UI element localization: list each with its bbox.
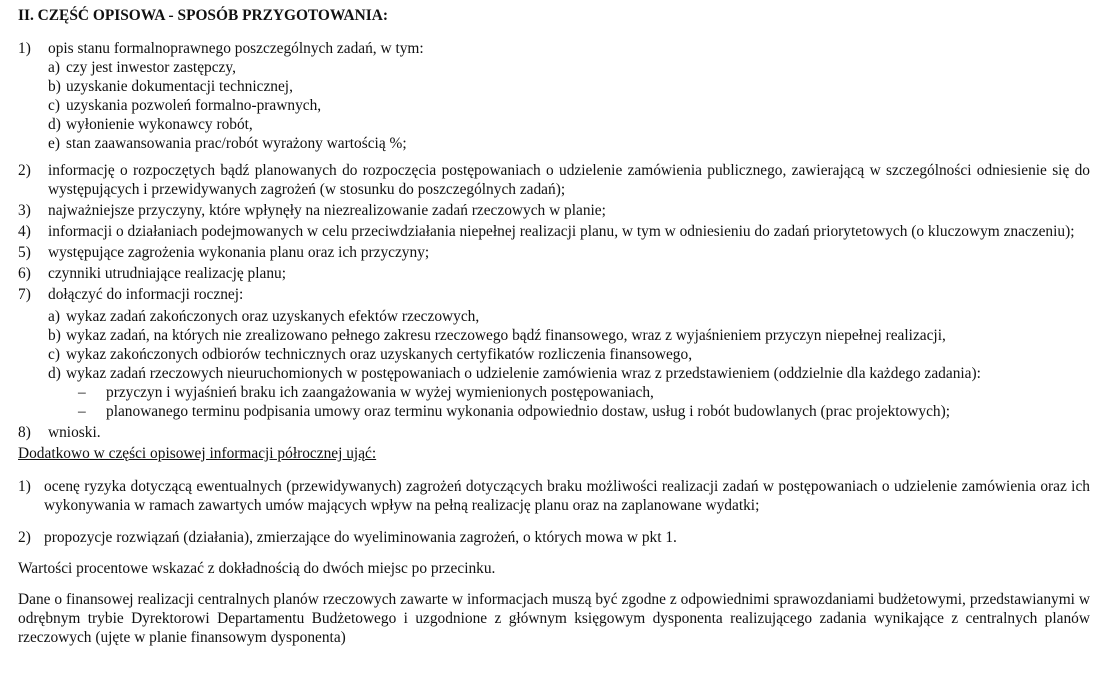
list-item <box>18 201 1090 220</box>
sub-item: c) uzyskania pozwoleń formalno-prawnych, <box>48 97 322 114</box>
item-number: 1) <box>18 478 31 495</box>
dash-item: – planowanego terminu podpisania umowy oraz terminu wykonania odpowiednio dostaw, usług i robót budowlanych (prac projektowych); <box>78 403 951 420</box>
item-number: 7) <box>18 286 31 303</box>
item-number: 8) <box>18 424 31 441</box>
sub-item: a) wykaz zadań zakończonych oraz uzyskanych efektów rzeczowych, <box>48 308 480 325</box>
item-number: 1) <box>18 40 31 57</box>
item-number: 4) <box>18 223 31 240</box>
item-text: dołączyć do informacji rocznej: <box>48 286 244 303</box>
sub-item: b) wykaz zadań, na których nie zrealizowano pełnego zakresu rzeczowego bądź finansowego, wraz z wyjaśnieniem przyczyn niepełnej realizacji, <box>48 327 946 344</box>
item-text: opis stanu formalnoprawnego poszczególnych zadań, w tym: <box>48 40 424 57</box>
section-title: II. CZĘŚĆ OPISOWA - SPOSÓB PRZYGOTOWANIA: <box>18 7 389 24</box>
sub-item: d) wykaz zadań rzeczowych nieuruchomionych w postępowaniach o udzielenie zamówienia wraz z przedstawieniem (oddzielnie dla każdego zadania): <box>48 365 981 382</box>
item-text: ocenę ryzyka dotyczącą ewentualnych (przewidywanych) zagrożeń dotyczących braku możliwości realizacji zadań w postępowaniach o udzielenie zamówienia oraz ich wykonywania w ramach zawartych umów mających wpływ na pełną realizację planu oraz na zaplanowane wydatki; <box>44 478 1090 514</box>
list-item <box>18 243 1090 262</box>
list-item <box>18 423 1090 442</box>
list-item <box>18 528 1090 547</box>
sub-item: d) wyłonienie wykonawcy robót, <box>48 116 253 133</box>
sub-item: b) uzyskanie dokumentacji technicznej, <box>48 78 293 95</box>
item-number: 3) <box>18 202 31 219</box>
additional-heading: Dodatkowo w części opisowej informacji półrocznej ująć: <box>18 445 377 462</box>
list-item <box>18 161 1090 199</box>
item-text: propozycje rozwiązań (działania), zmierzające do wyeliminowania zagrożeń, o których mowa w pkt 1. <box>44 529 677 546</box>
item-text: wnioski. <box>48 424 101 441</box>
sub-item: c) wykaz zakończonych odbiorów technicznych oraz uzyskanych certyfikatów rozliczenia finansowego, <box>48 346 693 363</box>
sub-item: e) stan zaawansowania prac/robót wyrażony wartością %; <box>48 135 407 152</box>
item-text: najważniejsze przyczyny, które wpłynęły na niezrealizowanie zadań rzeczowych w planie; <box>48 202 606 219</box>
item-number: 5) <box>18 244 31 261</box>
dash-item: – przyczyn i wyjaśnień braku ich zaangażowania w wyżej wymienionych postępowaniach, <box>78 384 654 401</box>
item-text: informację o rozpoczętych bądź planowanych do rozpoczęcia postępowaniach o udzielenie zamówienia publicznego, zawierającą w szczególności odniesienie się do występujących i przewidywanych zagrożeń (w stosunku do poszczególnych zadań); <box>48 162 1090 198</box>
item-text: czynniki utrudniające realizację planu; <box>48 265 287 282</box>
item-text: występujące zagrożenia wykonania planu oraz ich przyczyny; <box>48 244 430 261</box>
item-number: 2) <box>18 529 31 546</box>
item-number: 2) <box>18 162 31 179</box>
list-item <box>18 39 1090 153</box>
list-item <box>18 222 1090 241</box>
item-text: informacji o działaniach podejmowanych w celu przeciwdziałania niepełnej realizacji planu, w tym w odniesieniu do zadań priorytetowych (o kluczowym znaczeniu); <box>48 223 1075 240</box>
list-item <box>18 264 1090 283</box>
item-number: 6) <box>18 265 31 282</box>
paragraph-financial-data: Dane o finansowej realizacji centralnych planów rzeczowych zawarte w informacjach muszą być zgodne z odpowiednimi sprawozdaniami budżetowymi, przedstawianymi w odrębnym trybie Dyrektorowi Departamentu Budżetowego i uzgodnione z głównym księgowym dysponenta realizującego zadania wynikające z centralnych planów rzeczowych (ujęte w planie finansowym dysponenta) <box>18 591 1090 646</box>
paragraph-precision: Wartości procentowe wskazać z dokładnością do dwóch miejsc po przecinku. <box>18 560 496 577</box>
list-item <box>18 477 1090 515</box>
list-item <box>18 285 1090 421</box>
document-page <box>18 6 1090 647</box>
sub-item: a) czy jest inwestor zastępczy, <box>48 59 236 76</box>
